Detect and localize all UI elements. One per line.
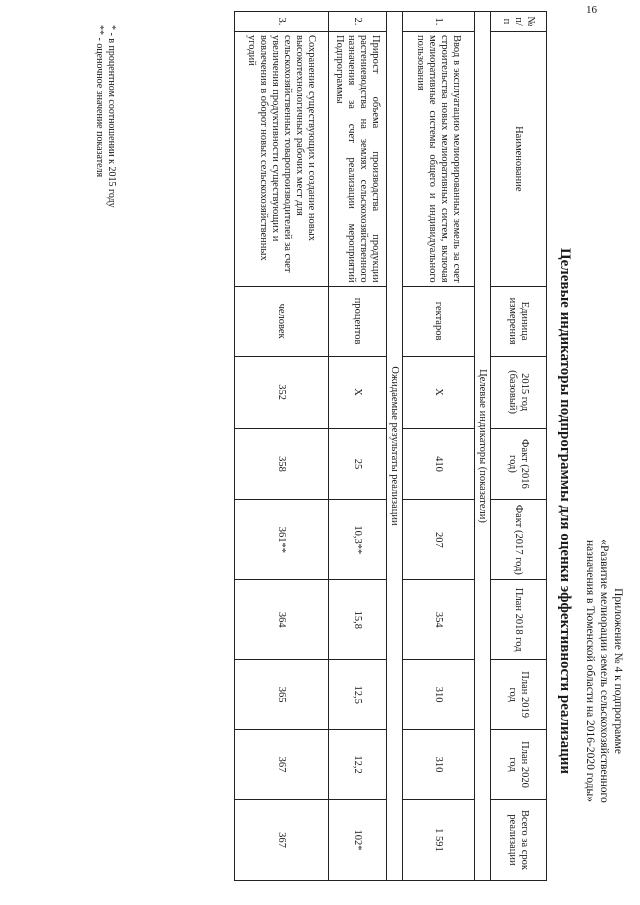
row-name: Ввод в эксплуатацию мелиорированных земель за счет строительства новых мелиоративных систем, включая мелиоративные системы общего и индивидуального пользования [403,31,475,286]
row-plan-2020: 310 [403,730,475,800]
row-plan-2020: 12,2 [329,730,387,800]
row-unit: гектаров [403,286,475,356]
row-total: 1 591 [403,799,475,880]
header-total: Всего за срок реализации [491,799,547,880]
header-name: Наименование [491,31,547,286]
row-2015: Х [403,356,475,428]
row-name: Прирост объема производства продукции растениеводства на землях сельскохозяйственного назначения за счет реализации мероприятий Подпрограммы [329,31,387,286]
appendix-line-1: Приложение № 4 к подпрограмме [612,588,624,754]
header-2015: 2015 год (базовый) [491,356,547,428]
row-name: Сохранение существующих и создание новых высокотехнологичных рабочих мест для сельскохозяйственных товаропроизводителей за счет увеличения продуктивности существующих и вовлечения в оборот новых сельскохозяйственных угодий [235,31,329,286]
footnotes [93,25,117,208]
header-plan-2019: План 2019 год [491,660,547,730]
header-fact-2017: Факт (2017 год) [491,500,547,580]
row-plan-2019: 365 [235,660,329,730]
header-plan-2018: План 2018 год [491,580,547,660]
row-unit: процентов [329,286,387,356]
table-row [403,12,475,881]
row-fact-2017: 207 [403,500,475,580]
table-row [235,12,329,881]
row-total: 367 [235,799,329,880]
document-title: Целевые индикаторы подпрограммы для оценки эффективности реализации [557,247,573,775]
appendix-line-3: назначения в Тюменской области на 2016-2020 годы» [584,540,596,802]
row-2015: 352 [235,356,329,428]
row-fact-2017: 10,3** [329,500,387,580]
header-plan-2020: План 2020 год [491,730,547,800]
section-title-results: Ожидаемые результаты реализации [387,12,403,881]
header-fact-2016: Факт (2016 год) [491,428,547,500]
row-plan-2019: 12,5 [329,660,387,730]
row-plan-2018: 364 [235,580,329,660]
row-num: 3. [235,12,329,32]
page-number: 16 [586,4,597,16]
section-row [387,12,403,881]
row-num: 2. [329,12,387,32]
row-num: 1. [403,12,475,32]
row-plan-2020: 367 [235,730,329,800]
appendix-line-2: «Развитие мелиорации земель сельскохозяйственного [598,539,610,803]
row-fact-2016: 410 [403,428,475,500]
table-row [329,12,387,881]
table-header-row [491,12,547,881]
appendix-header [583,451,625,891]
footnote-2: ** - оценочное значение показателя [94,25,105,178]
row-fact-2016: 358 [235,428,329,500]
row-2015: Х [329,356,387,428]
section-title-indicators: Целевые индикаторы (показатели) [475,12,491,881]
row-fact-2017: 361** [235,500,329,580]
indicators-table [234,11,547,881]
section-row [475,12,491,881]
footnote-1: * - в процентном соотношении к 2015 году [106,25,117,208]
row-total: 102* [329,799,387,880]
row-unit: человек [235,286,329,356]
row-fact-2016: 25 [329,428,387,500]
row-plan-2018: 354 [403,580,475,660]
header-num: № п/п [491,12,547,32]
row-plan-2018: 15,8 [329,580,387,660]
header-unit: Единица измерения [491,286,547,356]
row-plan-2019: 310 [403,660,475,730]
